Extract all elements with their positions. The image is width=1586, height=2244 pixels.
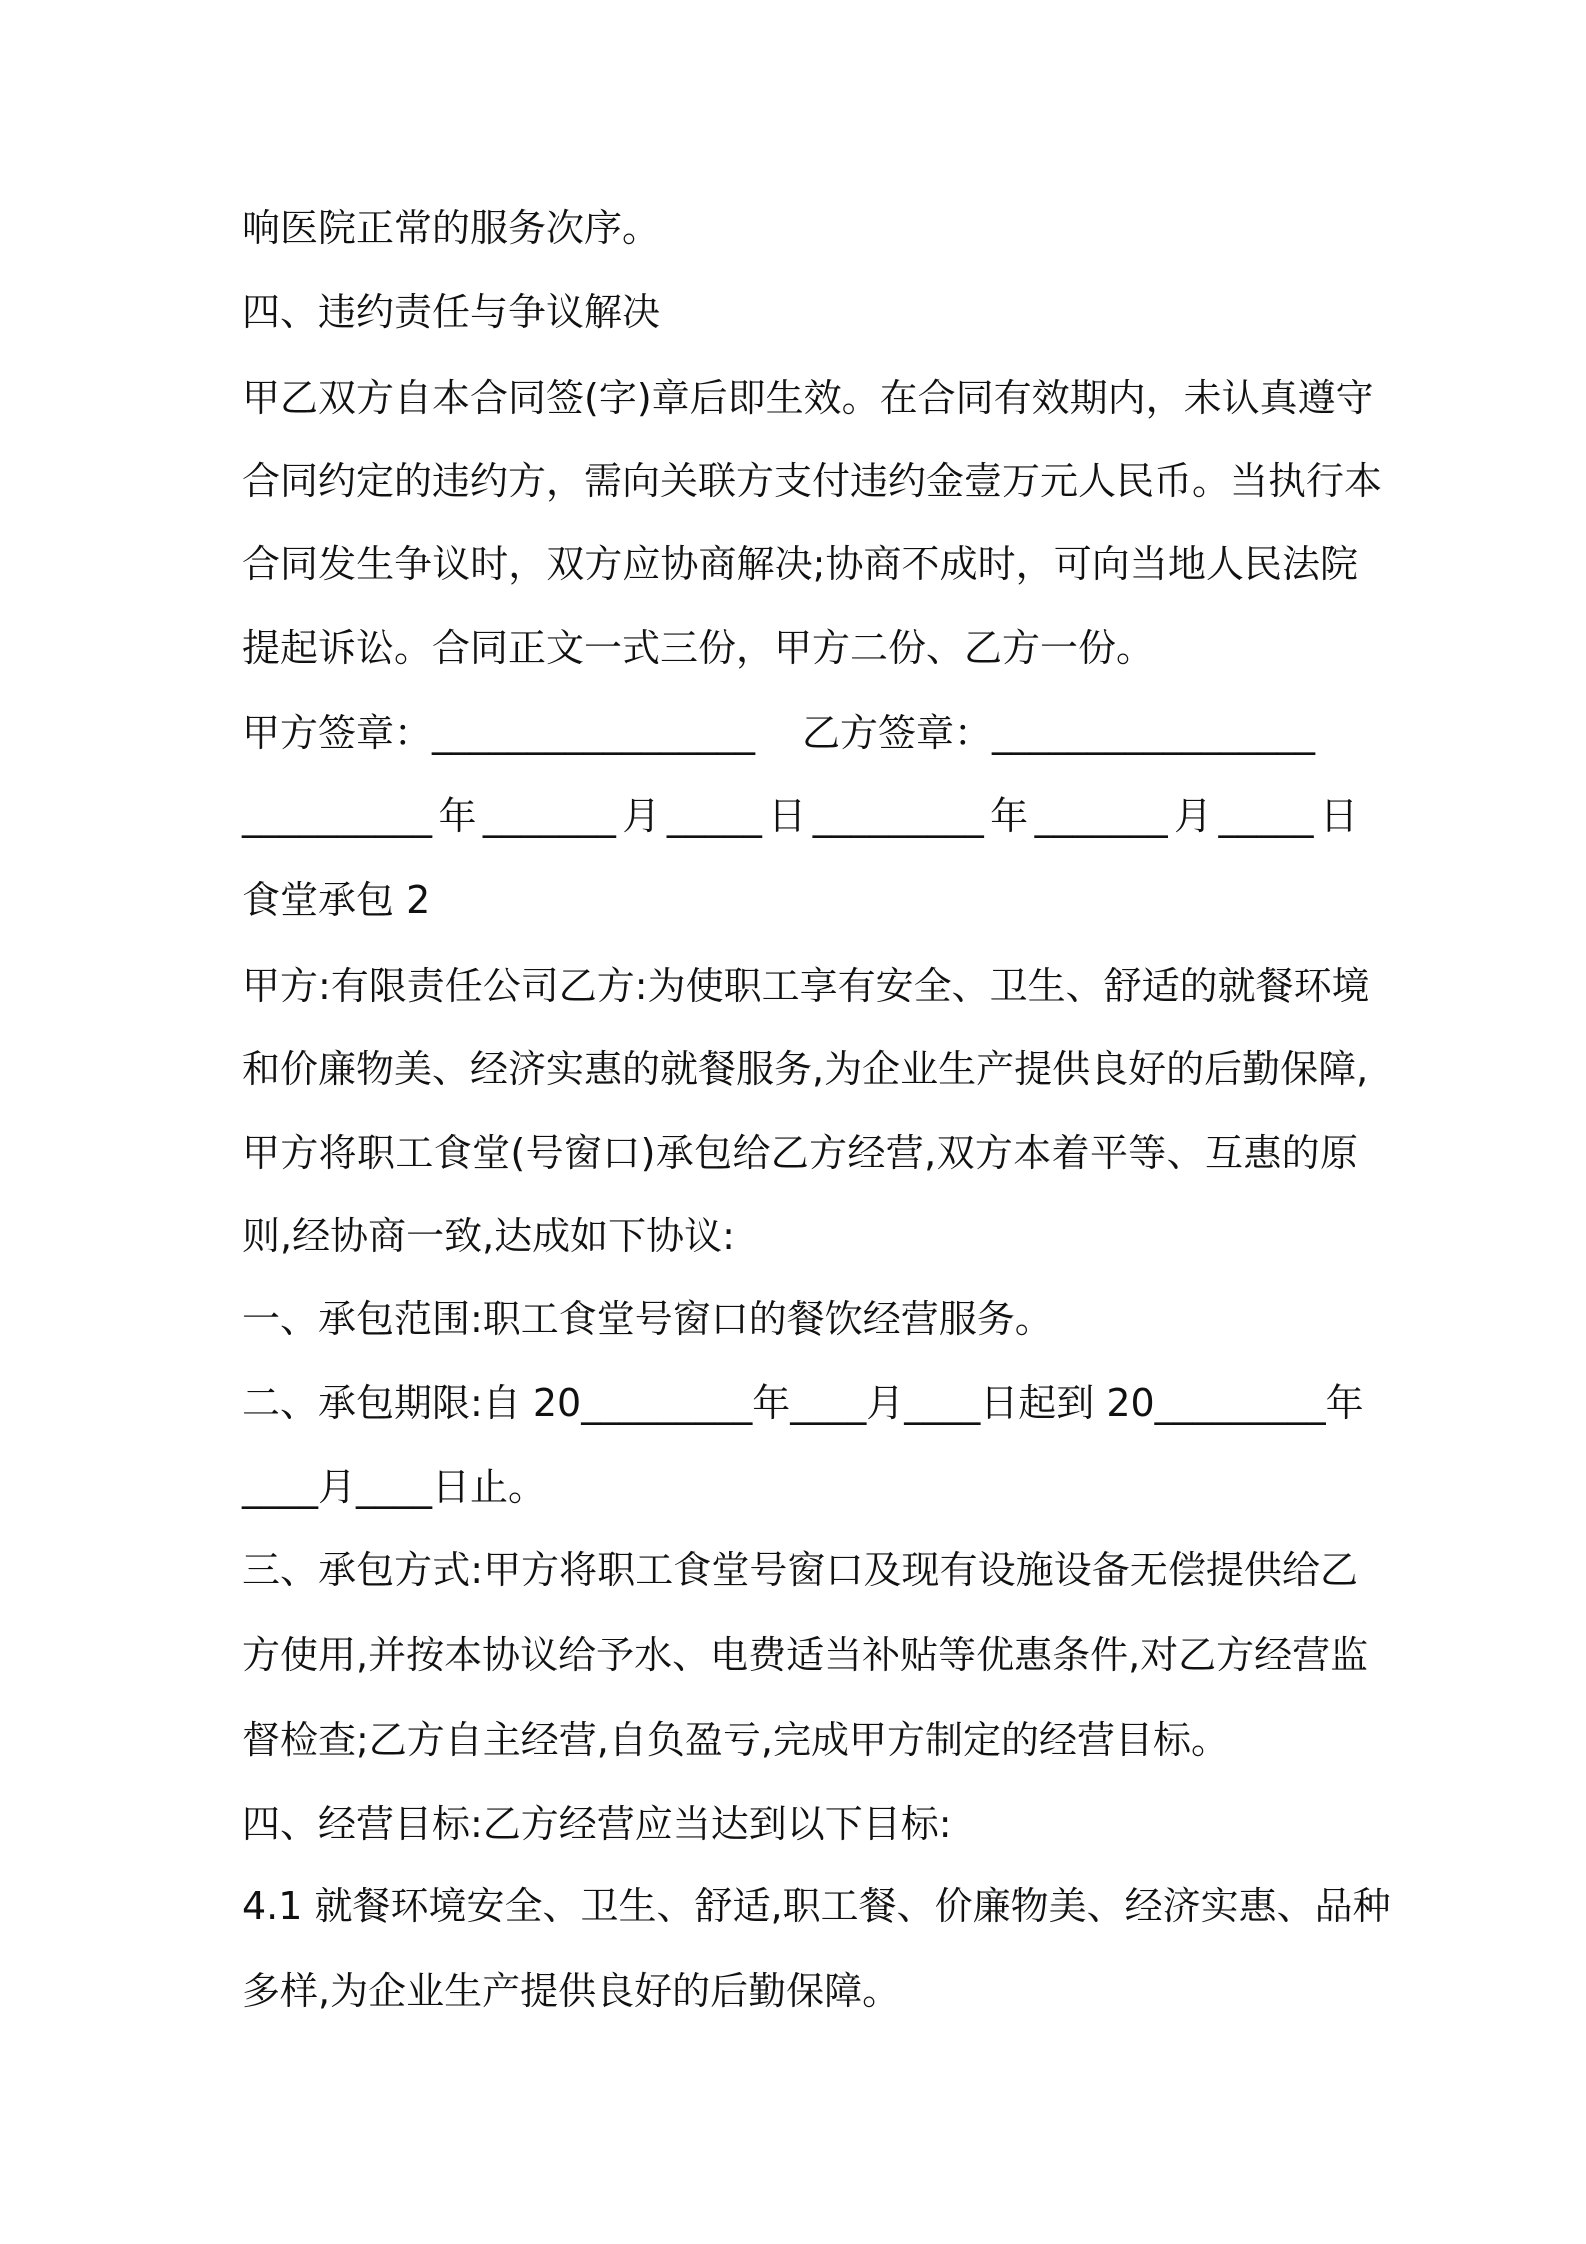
- text-line: ____月____日止。: [242, 1465, 547, 1509]
- text-line: 响医院正常的服务次序。: [242, 206, 661, 250]
- text-line: 一、承包范围:职工食堂号窗口的餐饮经营服务。: [242, 1297, 1053, 1341]
- text-line: 合同发生争议时，双方应协商解决;协商不成时，可向当地人民法院: [242, 542, 1358, 586]
- text-line: 提起诉讼。合同正文一式三份，甲方二份、乙方一份。: [242, 626, 1155, 670]
- text-line: 四、经营目标:乙方经营应当达到以下目标:: [242, 1802, 952, 1846]
- text-line: 则,经协商一致,达成如下协议:: [242, 1214, 735, 1258]
- text-line: 督检查;乙方自主经营,自负盈亏,完成甲方制定的经营目标。: [242, 1718, 1229, 1762]
- text-line: 方使用,并按本协议给予水、电费适当补贴等优惠条件,对乙方经营监: [242, 1633, 1369, 1677]
- text-line: 合同约定的违约方，需向关联方支付违约金壹万元人民币。当执行本: [242, 459, 1383, 503]
- text-line: 甲方:有限责任公司乙方:为使职工享有安全、卫生、舒适的就餐环境: [242, 964, 1370, 1008]
- section-title: 食堂承包 2: [242, 878, 431, 922]
- party-b-signature: 乙方签章：_________________: [802, 711, 1316, 755]
- text-line: 多样,为企业生产提供良好的后勤保障。: [242, 1969, 901, 2013]
- text-line: 二、承包期限:自 20_________年____月____日起到 20_________年: [242, 1381, 1364, 1425]
- text-line: 4.1 就餐环境安全、卫生、舒适,职工餐、价廉物美、经济实惠、品种: [242, 1884, 1391, 1928]
- text-line: 三、承包方式:甲方将职工食堂号窗口及现有设施设备无偿提供给乙: [242, 1548, 1358, 1592]
- date-line: __________年_______月_____日_________年_______月_____日: [242, 794, 1358, 838]
- text-line: 甲方将职工食堂(号窗口)承包给乙方经营,双方本着平等、互惠的原: [242, 1131, 1358, 1175]
- section-heading: 四、违约责任与争议解决: [242, 290, 661, 334]
- text-line: 和价廉物美、经济实惠的就餐服务,为企业生产提供良好的后勤保障,: [242, 1047, 1369, 1091]
- text-line: 甲乙双方自本合同签(字)章后即生效。在合同有效期内，未认真遵守: [242, 376, 1374, 420]
- party-a-signature: 甲方签章：_________________: [242, 711, 756, 755]
